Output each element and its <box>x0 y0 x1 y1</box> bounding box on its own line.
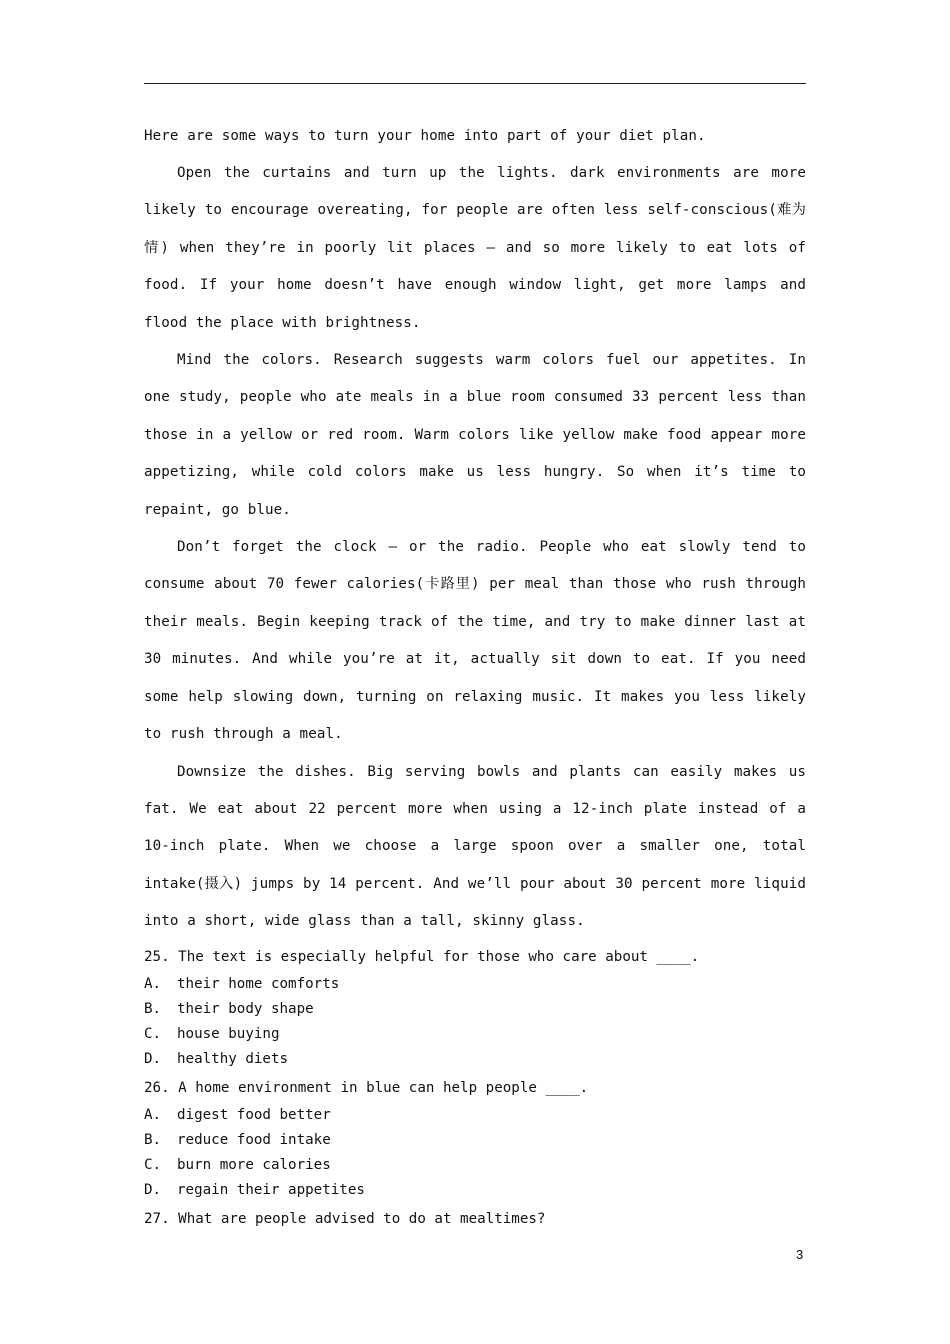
option-a[interactable] <box>144 972 806 997</box>
page-number: 3 <box>796 1247 804 1262</box>
passage-paragraph: Mind the colors. Research suggests warm colors fuel our appetites. In one study, people who ate meals in a blue room consumed 33 percent less than those in a yellow or red room. Warm colors like yellow make food appear more appetizing, while cold colors make us less hungry. So when it’s time to repaint, go blue. <box>144 352 806 518</box>
option-text: healthy diets <box>177 1050 289 1067</box>
question-stem: 27. What are people advised to do at mealtimes? <box>144 1210 546 1227</box>
option-text: reduce food intake <box>177 1131 331 1148</box>
option-letter: A. <box>144 975 162 992</box>
option-letter: A. <box>144 1106 162 1123</box>
question-26 <box>144 1074 806 1203</box>
question-stem: 26. A home environment in blue can help people ____. <box>144 1079 589 1096</box>
option-d[interactable] <box>144 1047 806 1072</box>
option-d[interactable] <box>144 1178 806 1203</box>
option-text: their home comforts <box>177 975 340 992</box>
header-rule <box>144 83 806 84</box>
option-a[interactable] <box>144 1103 806 1128</box>
option-text: digest food better <box>177 1106 331 1123</box>
option-letter: B. <box>144 1131 162 1148</box>
option-letter: D. <box>144 1181 162 1198</box>
document-body <box>144 120 806 1234</box>
option-letter: D. <box>144 1050 162 1067</box>
question-25 <box>144 943 806 1072</box>
option-letter: C. <box>144 1025 162 1042</box>
option-text: burn more calories <box>177 1156 331 1173</box>
option-b[interactable] <box>144 997 806 1022</box>
option-c[interactable] <box>144 1153 806 1178</box>
option-letter: B. <box>144 1000 162 1017</box>
option-c[interactable] <box>144 1022 806 1047</box>
question-stem: 25. The text is especially helpful for those who care about ____. <box>144 948 700 965</box>
passage-intro: Here are some ways to turn your home into part of your diet plan. <box>144 128 706 144</box>
option-b[interactable] <box>144 1128 806 1153</box>
option-text: house buying <box>177 1025 280 1042</box>
passage-paragraph: Downsize the dishes. Big serving bowls and plants can easily makes us fat. We eat about 22 percent more when using a 12-inch plate instead of a 10-inch plate. When we choose a large spoon over a smaller one, total intake(摄入) jumps by 14 percent. And we’ll pour about 30 percent more liquid into a short, wide glass than a tall, skinny glass. <box>144 763 806 930</box>
question-27 <box>144 1205 806 1234</box>
passage-paragraph: Don’t forget the clock – or the radio. People who eat slowly tend to consume about 70 fewer calories(卡路里) per meal than those who rush through their meals. Begin keeping track of the time, and try to make dinner last at 30 minutes. And while you’re at it, actually sit down to eat. If you need some help slowing down, turning on relaxing music. It makes you less likely to rush through a meal. <box>144 539 806 743</box>
option-text: their body shape <box>177 1000 314 1017</box>
passage-paragraph: Open the curtains and turn up the lights. dark environments are more likely to encourage overeating, for people are often less self-conscious(难为情) when they’re in poorly lit places – and so more likely to eat lots of food. If your home doesn’t have enough window light, get more lamps and flood the place with brightness. <box>144 165 806 331</box>
option-letter: C. <box>144 1156 162 1173</box>
option-text: regain their appetites <box>177 1181 365 1198</box>
